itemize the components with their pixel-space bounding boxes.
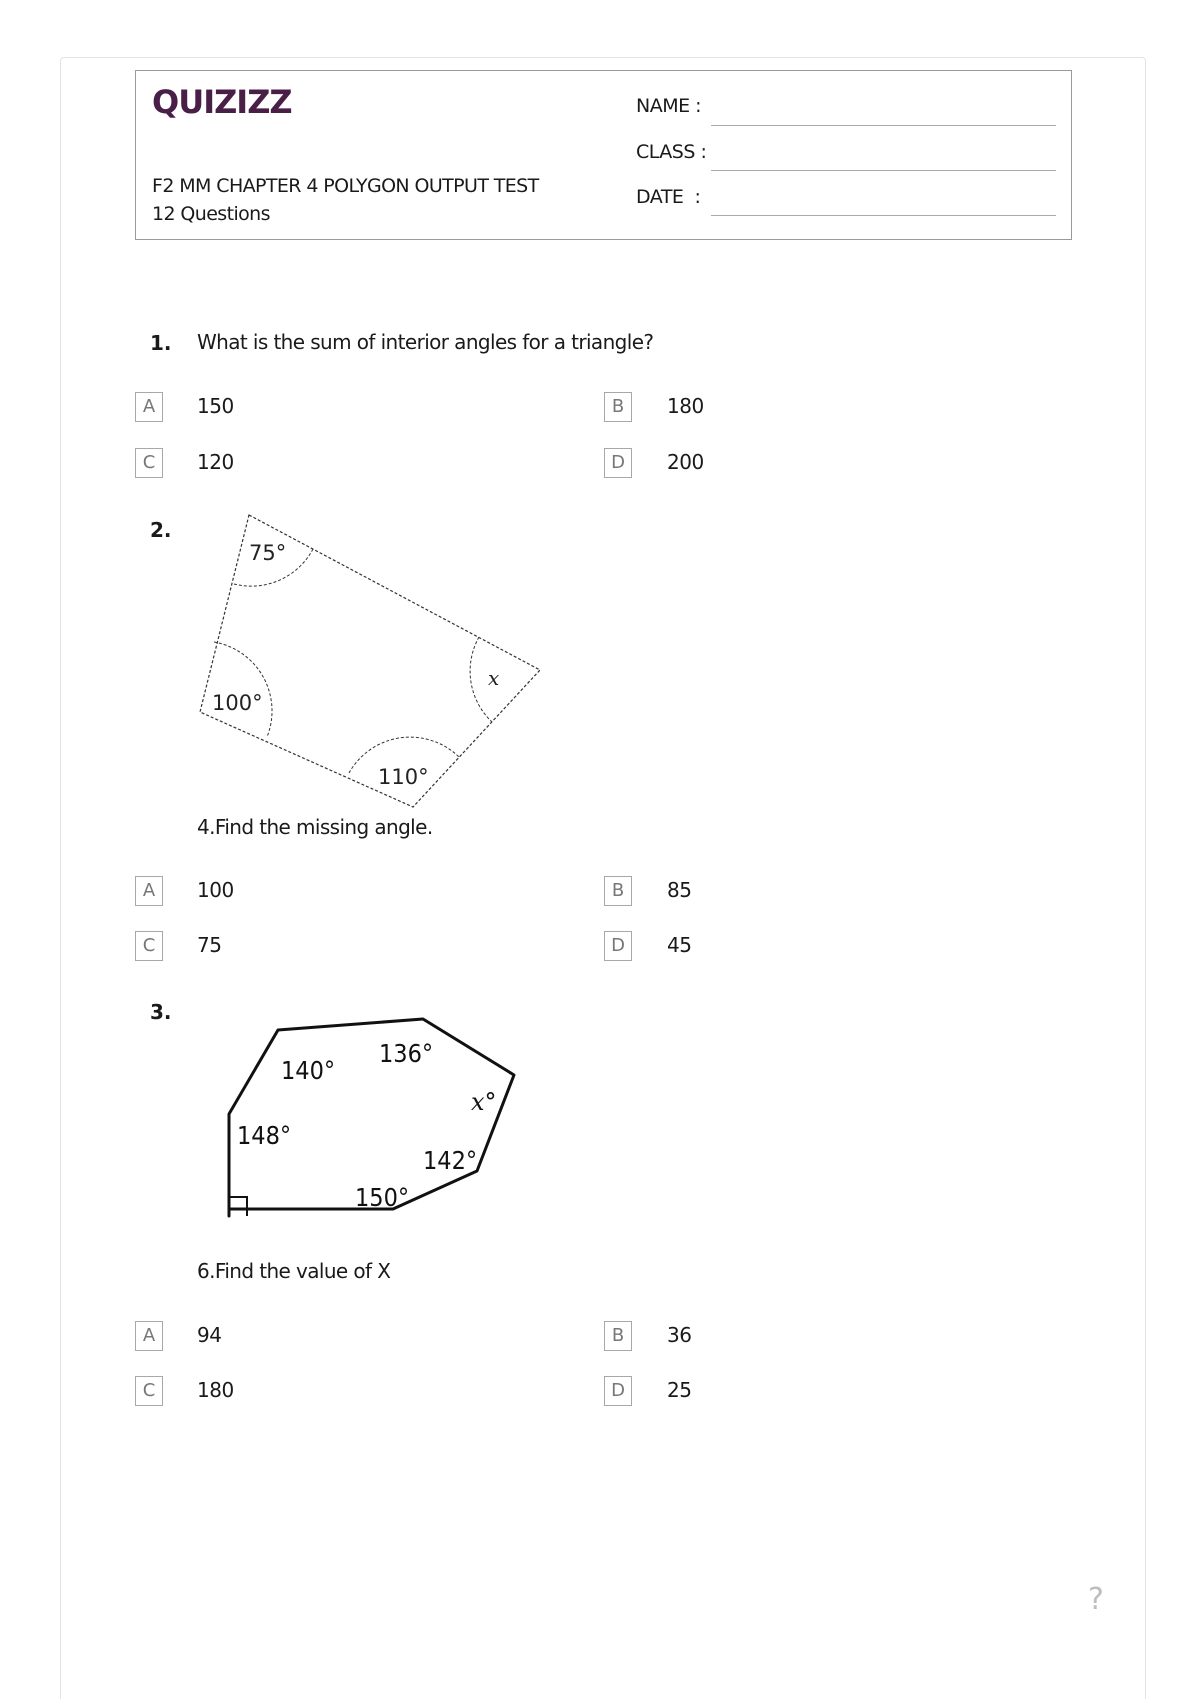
option-value: 94 (197, 1323, 222, 1347)
angle-label: 100° (212, 691, 263, 715)
option-letter-d[interactable]: D (604, 1376, 632, 1406)
question-count: 12 Questions (152, 203, 270, 225)
option-letter-a[interactable]: A (135, 392, 163, 422)
date-label: DATE : (636, 186, 701, 208)
option-value: 75 (197, 933, 222, 957)
option-value: 36 (667, 1323, 692, 1347)
option-letter-c[interactable]: C (135, 1376, 163, 1406)
option-value: 100 (197, 878, 234, 902)
question-text: 6.Find the value of X (197, 1259, 391, 1283)
option-value: 200 (667, 450, 704, 474)
angle-label: x (488, 666, 500, 690)
question-number: 1. (150, 331, 172, 355)
angle-label: 110° (378, 765, 429, 789)
worksheet-header (135, 70, 1072, 240)
question-number: 2. (150, 518, 172, 542)
angle-label: 142° (423, 1146, 478, 1175)
angle-label: 140° (281, 1056, 336, 1085)
option-value: 120 (197, 450, 234, 474)
option-letter-b[interactable]: B (604, 1321, 632, 1351)
option-letter-d[interactable]: D (604, 931, 632, 961)
name-line (711, 125, 1056, 126)
heptagon-figure (225, 1018, 525, 1218)
name-label: NAME : (636, 95, 702, 117)
option-value: 150 (197, 394, 234, 418)
class-line (711, 170, 1056, 171)
option-letter-c[interactable]: C (135, 448, 163, 478)
option-value: 85 (667, 878, 692, 902)
angle-label: 75° (249, 541, 287, 565)
option-value: 180 (667, 394, 704, 418)
angle-label: 136° (379, 1039, 434, 1068)
question-text: 4.Find the missing angle. (197, 815, 433, 839)
quizizz-logo: QUIZIZZ (152, 83, 292, 121)
option-letter-a[interactable]: A (135, 876, 163, 906)
option-letter-b[interactable]: B (604, 876, 632, 906)
option-letter-b[interactable]: B (604, 392, 632, 422)
option-value: 180 (197, 1378, 234, 1402)
question-number: 3. (150, 1000, 172, 1024)
question-text: What is the sum of interior angles for a triangle? (197, 330, 654, 354)
question-mark-icon[interactable]: ? (1088, 1582, 1104, 1617)
option-value: 45 (667, 933, 692, 957)
class-label: CLASS : (636, 141, 707, 163)
quadrilateral-figure (190, 505, 550, 810)
date-line (711, 215, 1056, 216)
option-letter-d[interactable]: D (604, 448, 632, 478)
option-letter-a[interactable]: A (135, 1321, 163, 1351)
option-value: 25 (667, 1378, 692, 1402)
angle-label: 148° (237, 1121, 292, 1150)
angle-label: 150° (355, 1183, 410, 1212)
angle-label: x° (471, 1088, 497, 1116)
quiz-title: F2 MM CHAPTER 4 POLYGON OUTPUT TEST (152, 175, 539, 197)
option-letter-c[interactable]: C (135, 931, 163, 961)
